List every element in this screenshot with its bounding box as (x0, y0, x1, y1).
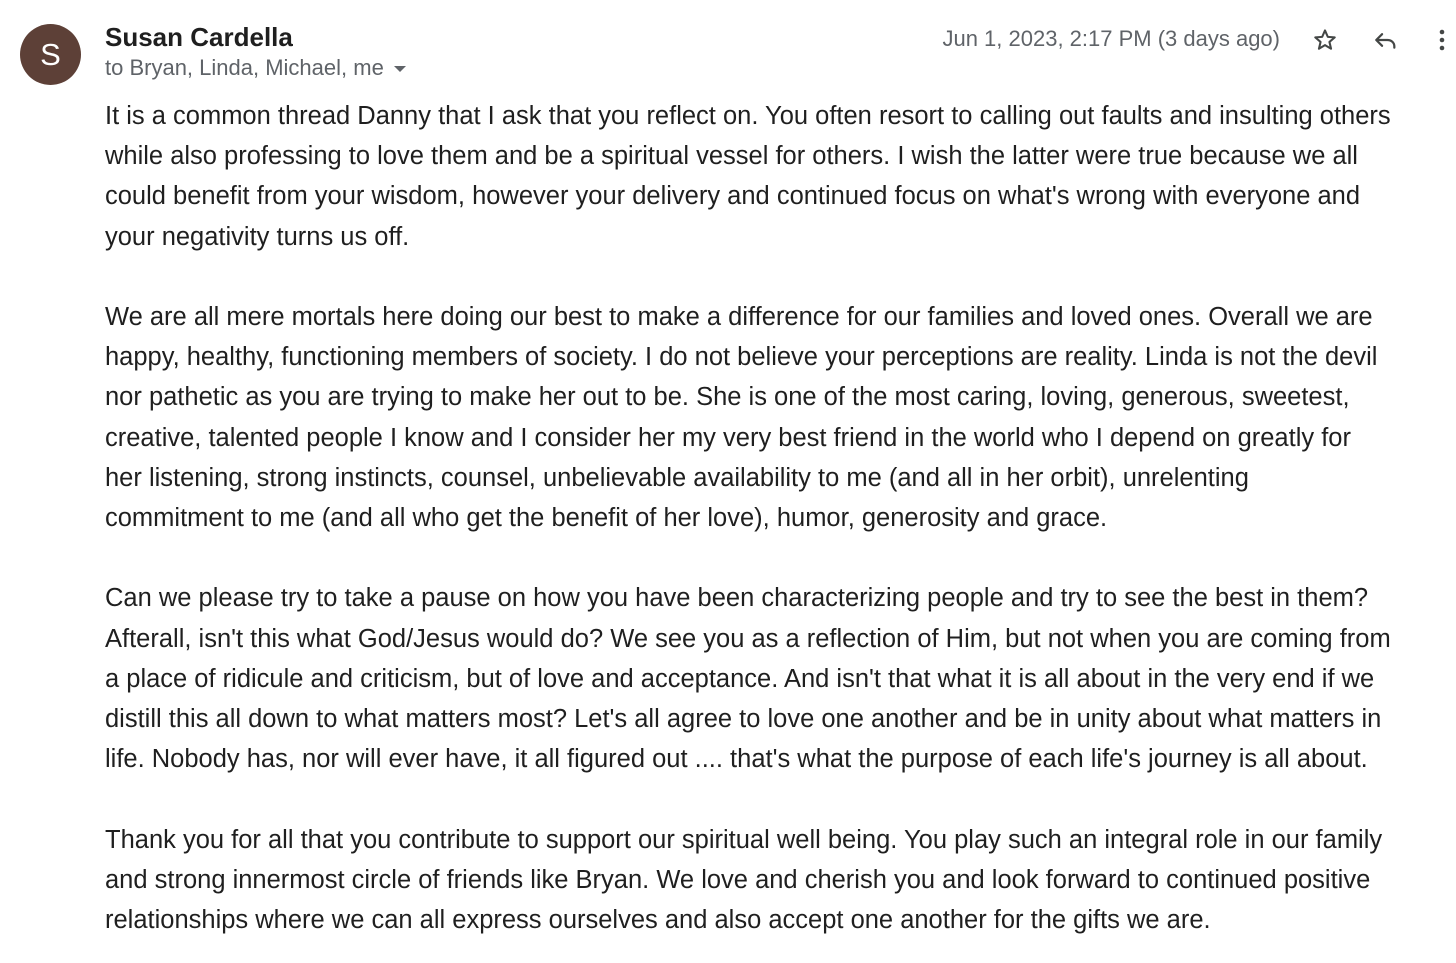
message-paragraph (105, 297, 1456, 538)
message-paragraph (105, 578, 1456, 779)
more-options-button[interactable] (1428, 24, 1456, 56)
more-vert-icon (1437, 27, 1447, 53)
message-line: your negativity turns us off. (105, 222, 410, 251)
message-line: a place of ridicule and criticism, but of love and acceptance. And isn't that what it is all about in the very end if we (105, 664, 1375, 693)
recipients-toggle[interactable] (105, 55, 406, 81)
message-line: happy, healthy, functioning members of society. I do not believe your perceptions are reality. Linda is not the devil (105, 343, 1378, 372)
reply-icon (1371, 26, 1399, 54)
message-line: while also professing to love them and be a spiritual vessel for others. I wish the latter were true because we all (105, 142, 1358, 171)
message-paragraph (105, 820, 1456, 941)
recipients-label: to Bryan, Linda, Michael, me (105, 55, 384, 80)
message-line: could benefit from your wisdom, however your delivery and continued focus on what's wrong with everyone and (105, 182, 1361, 211)
reply-button[interactable] (1369, 24, 1401, 56)
message-body (105, 96, 1456, 963)
sender-avatar[interactable] (20, 24, 81, 85)
star-button[interactable] (1309, 24, 1341, 56)
message-line: relationships where we can all express ourselves and also accept one another for the gifts we are. (105, 906, 1211, 935)
message-line: life. Nobody has, nor will ever have, it all figured out .... that's what the purpose of each life's journey is all about. (105, 745, 1368, 774)
message-line: distill this all down to what matters most? Let's all agree to love one another and be in unity about what matters in (105, 705, 1382, 734)
sender-name[interactable]: Susan Cardella (105, 22, 293, 52)
message-line: and strong innermost circle of friends like Bryan. We love and cherish you and look forward to continued positive (105, 865, 1371, 894)
message-line: her listening, strong instincts, counsel, unbelievable availability to me (and all in her orbit), unrelenting (105, 463, 1249, 492)
message-timestamp: Jun 1, 2023, 2:17 PM (3 days ago) (942, 26, 1280, 51)
message-line: We are all mere mortals here doing our best to make a difference for our families and loved ones. Overall we are (105, 303, 1373, 331)
message-line: creative, talented people I know and I consider her my very best friend in the world who I depend on greatly for (105, 423, 1351, 452)
message-line: It is a common thread Danny that I ask that you reflect on. You often resort to calling out faults and insulting others (105, 102, 1391, 130)
message-line: Can we please try to take a pause on how you have been characterizing people and try to see the best in them? (105, 584, 1369, 613)
message-line: nor pathetic as you are trying to make her out to be. She is one of the most caring, loving, generous, sweetest, (105, 383, 1350, 412)
chevron-down-icon[interactable] (394, 66, 406, 72)
message-line: Afterall, isn't this what God/Jesus would do? We see you as a reflection of Him, but not when you are coming from (105, 624, 1391, 653)
star-icon (1312, 27, 1338, 53)
message-line: commitment to me (and all who get the benefit of her love), humor, generosity and grace. (105, 504, 1108, 533)
message-line: Thank you for all that you contribute to support our spiritual well being. You play such an integral role in our family (105, 825, 1383, 854)
message-paragraph (105, 96, 1456, 257)
avatar-letter: S (40, 37, 61, 72)
